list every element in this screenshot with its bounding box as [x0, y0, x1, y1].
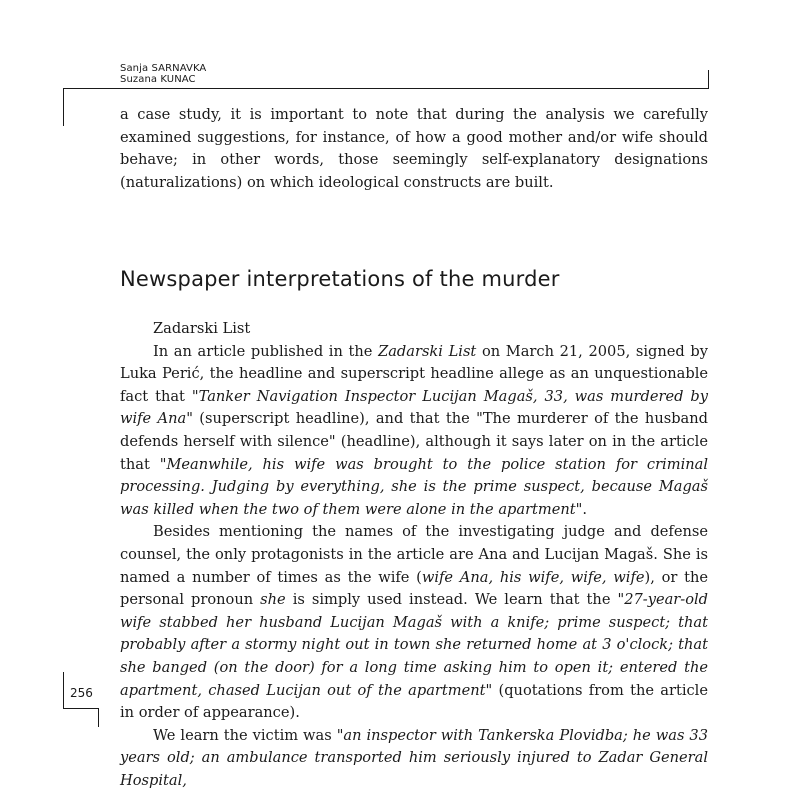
header-rule	[63, 88, 709, 89]
section-heading: Newspaper interpretations of the murder	[120, 267, 560, 291]
author-name-1: Sanja SARNAVKA	[120, 63, 207, 74]
header-rule-right-tick	[708, 70, 709, 89]
p3-italic-1: an inspector with Tankerska Plovidba; he was 33 years old; an ambulance transported him seriously injured to Zadar General Hospital,	[120, 726, 708, 789]
subsection-title: Zadarski List	[153, 320, 251, 337]
p1-italic-3: Meanwhile, his wife was brought to the police station for criminal processing. Judging by everything, she is the prime suspect, because Magaš was killed when the two of them were alone in the apartment	[120, 455, 709, 518]
p2-italic-3: 27-year-old wife stabbed her husband Lucijan Magaš with a knife; prime suspect; that probably after a stormy night out in town she returned home at 3 o'clock; that she banged (on the door) for a long time asking him to open it; entered the apartment, chased Lucijan out of the apartment	[120, 591, 708, 699]
p1-italic-1: Zadarski List	[378, 342, 477, 360]
p2-text-1: Besides mentioning the names of the investigating judge and defense counsel, the only protagonists in the article are Ana and Lucijan Magaš. She is named a number of times as the wife (	[120, 523, 708, 586]
author-name-2: Suzana KUNAC	[120, 74, 196, 85]
p2-text-4: " (quotations from the article in order of appearance).	[120, 681, 708, 722]
paragraph-2	[120, 521, 708, 724]
paragraph-1	[120, 341, 708, 522]
footer-rule	[63, 708, 99, 709]
p3-text-1: We learn the victim was "	[153, 726, 344, 744]
p2-text-2: ), or the personal pronoun	[120, 568, 708, 609]
footer-rule-left-tick	[63, 672, 64, 708]
footer-rule-right-tick	[98, 708, 99, 727]
p1-text-2: on March 21, 2005, signed by Luka Perić, the headline and superscript headline allege as an unquestionable fact that "	[120, 342, 708, 405]
intro-paragraph	[120, 104, 708, 194]
p1-italic-2: Tanker Navigation Inspector Lucijan Magaš, 33, was murdered by wife Ana	[120, 387, 708, 428]
p1-text-4: ".	[575, 500, 588, 518]
paragraph-3	[120, 725, 708, 793]
intro-paragraph-text: a case study, it is important to note that during the analysis we carefully examined suggestions, for instance, of how a good mother and/or wife should behave; in other words, those seemingly self-explanatory designations (naturalizations) on which ideological constructs are built.	[120, 106, 708, 191]
p1-text-3: " (superscript headline), and that the "The murderer of the husband defends herself with silence" (headline), although it says later on in the article that "	[120, 410, 708, 473]
page-number: 256	[70, 686, 93, 700]
p2-italic-1: wife Ana, his wife, wife, wife	[421, 568, 645, 586]
header-rule-left-tick	[63, 88, 64, 126]
p2-text-3: is simply used instead. We learn that the "	[285, 591, 625, 609]
article-body	[120, 318, 708, 792]
p1-text-1: In an article published in the	[153, 342, 379, 360]
p2-italic-2: she	[260, 591, 286, 609]
